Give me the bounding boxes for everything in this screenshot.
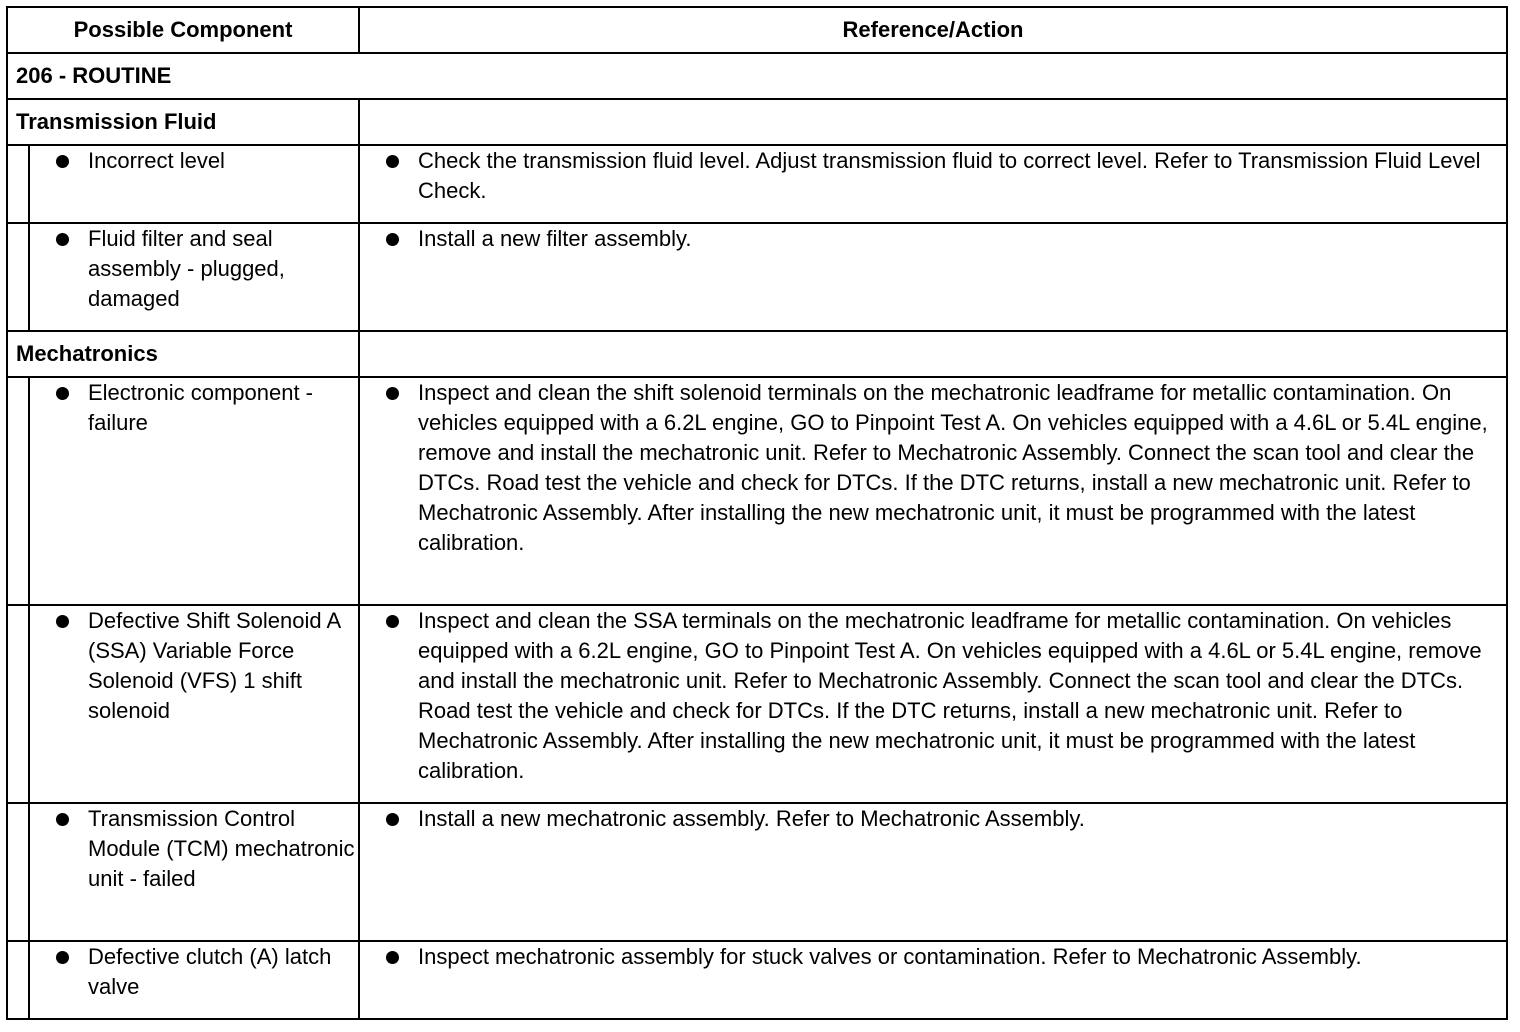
action-text: Check the transmission fluid level. Adjust transmission fluid to correct level. Refer to Transmission Fluid Level Check. (418, 148, 1481, 203)
component-text: Fluid filter and seal assembly - plugged, damaged (88, 226, 285, 311)
indent-cell (7, 377, 29, 605)
bullet-icon (56, 233, 69, 246)
component-cell (29, 605, 359, 803)
indent-cell (7, 803, 29, 941)
diagnostic-table (6, 6, 1508, 1020)
table-row (7, 145, 1507, 223)
action-text: Inspect and clean the SSA terminals on the mechatronic leadframe for metallic contamination. On vehicles equipped with a 6.2L engine, GO to Pinpoint Test A. On vehicles equipped with a 4.6L or 5.4L engine, remove and install the mechatronic unit. Refer to Mechatronic Assembly. Connect the scan tool and clear the DTCs. Road test the vehicle and check for DTCs. If the DTC returns, install a new mechatronic unit. Refer to Mechatronic Assembly. After installing the new mechatronic unit, it must be programmed with the latest calibration. (418, 608, 1482, 783)
action-text: Inspect and clean the shift solenoid terminals on the mechatronic leadframe for metallic contamination. On vehicles equipped with a 6.2L engine, GO to Pinpoint Test A. On vehicles equipped with a 4.6L or 5.4L engine, remove and install the mechatronic unit. Refer to Mechatronic Assembly. Connect the scan tool and clear the DTCs. Road test the vehicle and check for DTCs. If the DTC returns, install a new mechatronic unit. Refer to Mechatronic Assembly. After installing the new mechatronic unit, it must be programmed with the latest calibration. (418, 380, 1488, 555)
bullet-icon (56, 615, 69, 628)
component-cell (29, 145, 359, 223)
action-cell (359, 803, 1507, 941)
bullet-icon (386, 155, 399, 168)
header-row (7, 7, 1507, 53)
action-text: Inspect mechatronic assembly for stuck valves or contamination. Refer to Mechatronic Assembly. (418, 944, 1362, 969)
bullet-icon (56, 813, 69, 826)
bullet-icon (386, 951, 399, 964)
bullet-icon (386, 813, 399, 826)
header-action: Reference/Action (359, 7, 1507, 53)
table-row (7, 941, 1507, 1019)
component-text: Electronic component - failure (88, 380, 313, 435)
action-text: Install a new mechatronic assembly. Refer to Mechatronic Assembly. (418, 806, 1085, 831)
bullet-icon (386, 615, 399, 628)
header-component: Possible Component (7, 7, 359, 53)
group-title-empty-cell (359, 99, 1507, 145)
component-text: Defective Shift Solenoid A (SSA) Variable Force Solenoid (VFS) 1 shift solenoid (88, 608, 340, 723)
group-title: Transmission Fluid (7, 99, 359, 145)
table-row (7, 803, 1507, 941)
action-cell (359, 377, 1507, 605)
indent-cell (7, 223, 29, 331)
group-title-empty-cell (359, 331, 1507, 377)
indent-cell (7, 941, 29, 1019)
indent-cell (7, 145, 29, 223)
bullet-icon (56, 155, 69, 168)
bullet-icon (386, 233, 399, 246)
action-cell (359, 223, 1507, 331)
group-title: Mechatronics (7, 331, 359, 377)
section-row (7, 53, 1507, 99)
component-cell (29, 223, 359, 331)
action-cell (359, 605, 1507, 803)
component-cell (29, 803, 359, 941)
table-row (7, 223, 1507, 331)
group-row (7, 99, 1507, 145)
action-cell (359, 145, 1507, 223)
action-cell (359, 941, 1507, 1019)
component-cell (29, 377, 359, 605)
action-text: Install a new filter assembly. (418, 226, 692, 251)
bullet-icon (56, 387, 69, 400)
group-row (7, 331, 1507, 377)
component-text: Defective clutch (A) latch valve (88, 944, 332, 999)
table-row (7, 605, 1507, 803)
section-title: 206 - ROUTINE (7, 53, 1507, 99)
component-text: Transmission Control Module (TCM) mechatronic unit - failed (88, 806, 355, 891)
bullet-icon (56, 951, 69, 964)
component-text: Incorrect level (88, 148, 225, 173)
table-row (7, 377, 1507, 605)
bullet-icon (386, 387, 399, 400)
indent-cell (7, 605, 29, 803)
component-cell (29, 941, 359, 1019)
